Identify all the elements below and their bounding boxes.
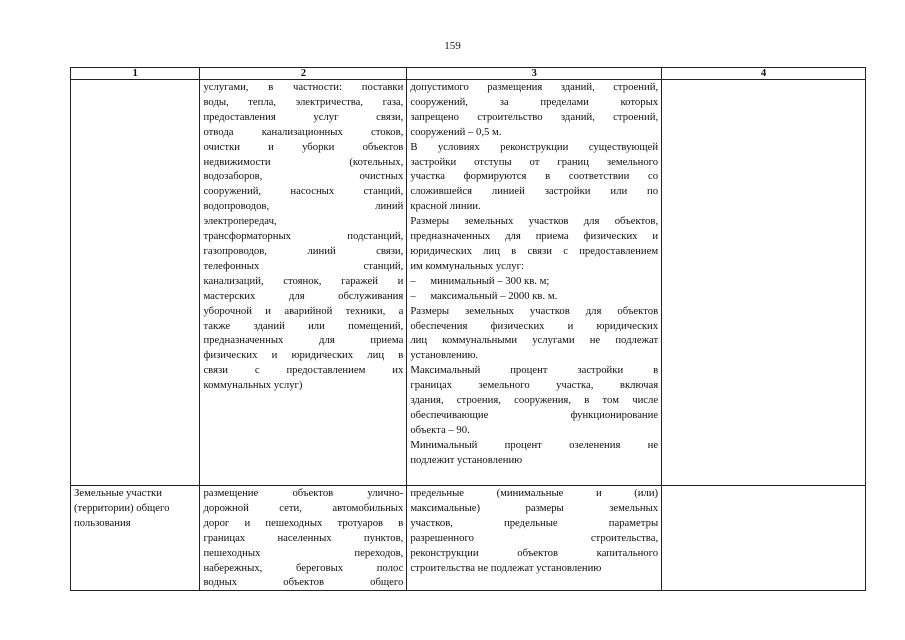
text-line: обеспечивающие функционирование bbox=[410, 408, 659, 421]
plot-size-max-text: максимальный – 2000 кв. м. bbox=[430, 289, 558, 302]
text-line: юридических лиц в связи с предоставлением bbox=[410, 244, 659, 257]
text-line: сооружений, насосных станций, bbox=[203, 185, 404, 198]
text-line: размещение объектов улично- bbox=[203, 487, 404, 499]
text-line: отвода канализационных стоков, bbox=[203, 125, 404, 138]
text-line: электропередач, bbox=[203, 215, 277, 228]
text-line: также зданий или помещений, bbox=[203, 319, 404, 332]
text-line: запрещено строительство зданий, строений, bbox=[410, 110, 659, 123]
text-line: строительства не подлежат установлению bbox=[410, 561, 602, 574]
text-line: сооружений, за пределами которых bbox=[410, 95, 659, 108]
text-line: телефонных станций, bbox=[203, 259, 404, 272]
row2-parameters-cell bbox=[407, 486, 662, 591]
text-line: услугами, в частности: поставки bbox=[203, 81, 404, 93]
text-line: пешеходных переходов, bbox=[203, 546, 404, 559]
row1-reconstruction-paragraph bbox=[410, 140, 658, 215]
column-header-2: 2 bbox=[200, 68, 407, 80]
plot-size-min-text: минимальный – 300 кв. м; bbox=[430, 274, 550, 287]
text-line: границах населенных пунктов, bbox=[203, 531, 404, 544]
text-line: водозаборов, очистных bbox=[203, 170, 404, 183]
text-line: объекта – 90. bbox=[410, 423, 470, 436]
text-line: пользования bbox=[74, 516, 131, 529]
row1-utility-plots-paragraph bbox=[410, 304, 658, 364]
text-line: реконструкции объектов капитального bbox=[410, 546, 659, 559]
text-line: установлению. bbox=[410, 349, 479, 362]
text-line: предоставления услуг связи, bbox=[203, 110, 404, 123]
column-header-1: 1 bbox=[71, 68, 200, 80]
text-line: участка формируются в соответствии со bbox=[410, 170, 659, 183]
text-line: застройки отступы от границ земельного bbox=[410, 155, 659, 168]
text-line: очистки и уборки объектов bbox=[203, 140, 404, 153]
text-line: (территории) общего bbox=[74, 501, 170, 514]
table-row bbox=[71, 80, 866, 486]
text-line: предельные (минимальные и (или) bbox=[410, 487, 659, 499]
page-number: 159 bbox=[444, 40, 461, 52]
text-line: дорог и пешеходных тротуаров в bbox=[203, 516, 404, 529]
column-header-4: 4 bbox=[662, 68, 866, 80]
text-line: Минимальный процент озеленения не bbox=[410, 438, 659, 451]
column-header-3: 3 bbox=[407, 68, 662, 80]
row2-notes-cell bbox=[662, 486, 866, 591]
row1-notes-cell bbox=[662, 80, 866, 486]
text-line: Максимальный процент застройки в bbox=[410, 364, 659, 377]
table-header-row bbox=[71, 68, 866, 80]
row1-permitted-use-description bbox=[200, 80, 407, 486]
text-line: канализаций, стоянок, гаражей и bbox=[203, 274, 404, 287]
text-line: В условиях реконструкции существующей bbox=[410, 140, 659, 153]
table-row bbox=[71, 486, 866, 591]
row1-max-coverage-paragraph bbox=[410, 363, 658, 438]
text-line: Размеры земельных участков для объектов bbox=[410, 304, 659, 317]
text-line: лиц коммунальными услугами не подлежат bbox=[410, 334, 659, 347]
text-line: разрешенного строительства, bbox=[410, 531, 659, 544]
text-line: водопроводов, линий bbox=[203, 200, 404, 213]
text-line: недвижимости (котельных, bbox=[203, 155, 404, 168]
row2-permitted-use-text bbox=[203, 486, 403, 590]
text-line: подлежит установлению bbox=[410, 453, 523, 466]
row1-setback-paragraph bbox=[410, 80, 658, 140]
text-line: физических и юридических лиц в bbox=[203, 349, 404, 362]
text-line: уборочной и аварийной техники, а bbox=[203, 304, 404, 317]
text-line: трансформаторных подстанций, bbox=[203, 230, 404, 243]
row1-parameters-cell bbox=[407, 80, 662, 486]
row1-plot-size-paragraph bbox=[410, 214, 658, 274]
zoning-table bbox=[70, 67, 866, 591]
text-line: здания, строения, сооружения, в том числе bbox=[410, 394, 659, 407]
text-line: коммунальных услуг) bbox=[203, 379, 303, 392]
row1-min-greening-paragraph bbox=[410, 438, 658, 468]
text-line: максимальные) размеры земельных bbox=[410, 501, 659, 514]
text-line: сложившейся линией застройки или по bbox=[410, 185, 659, 198]
text-line: им коммунальных услуг: bbox=[410, 259, 524, 272]
text-line: Земельные участки bbox=[74, 487, 162, 499]
row2-permitted-use-description bbox=[200, 486, 407, 591]
text-line: красной линии. bbox=[410, 200, 481, 213]
row1-land-use-cell bbox=[71, 80, 200, 486]
text-line: предназначенных для приема bbox=[203, 334, 404, 347]
text-line: предназначенных для приема физических и bbox=[410, 230, 659, 243]
row2-land-use-cell bbox=[71, 486, 200, 591]
text-line: связи с предоставлением их bbox=[203, 364, 404, 377]
text-line: Размеры земельных участков для объектов, bbox=[410, 215, 659, 228]
text-line: допустимого размещения зданий, строений, bbox=[410, 81, 659, 93]
text-line: водных объектов общего bbox=[203, 576, 404, 589]
text-line: набережных, береговых полос bbox=[203, 561, 404, 574]
text-line: дорожной сети, автомобильных bbox=[203, 501, 404, 514]
text-line: участков, предельные параметры bbox=[410, 516, 659, 529]
text-line: обеспечения физических и юридических bbox=[410, 319, 659, 332]
text-line: газопроводов, линий связи, bbox=[203, 244, 404, 257]
plot-size-max-item: – максимальный – 2000 кв. м. bbox=[410, 289, 558, 302]
text-line: воды, тепла, электричества, газа, bbox=[203, 95, 404, 108]
text-line: границах земельного участка, включая bbox=[410, 379, 659, 392]
plot-size-min-item: – минимальный – 300 кв. м; bbox=[410, 274, 550, 287]
text-line: сооружений – 0,5 м. bbox=[410, 125, 502, 138]
text-line: мастерских для обслуживания bbox=[203, 289, 404, 302]
